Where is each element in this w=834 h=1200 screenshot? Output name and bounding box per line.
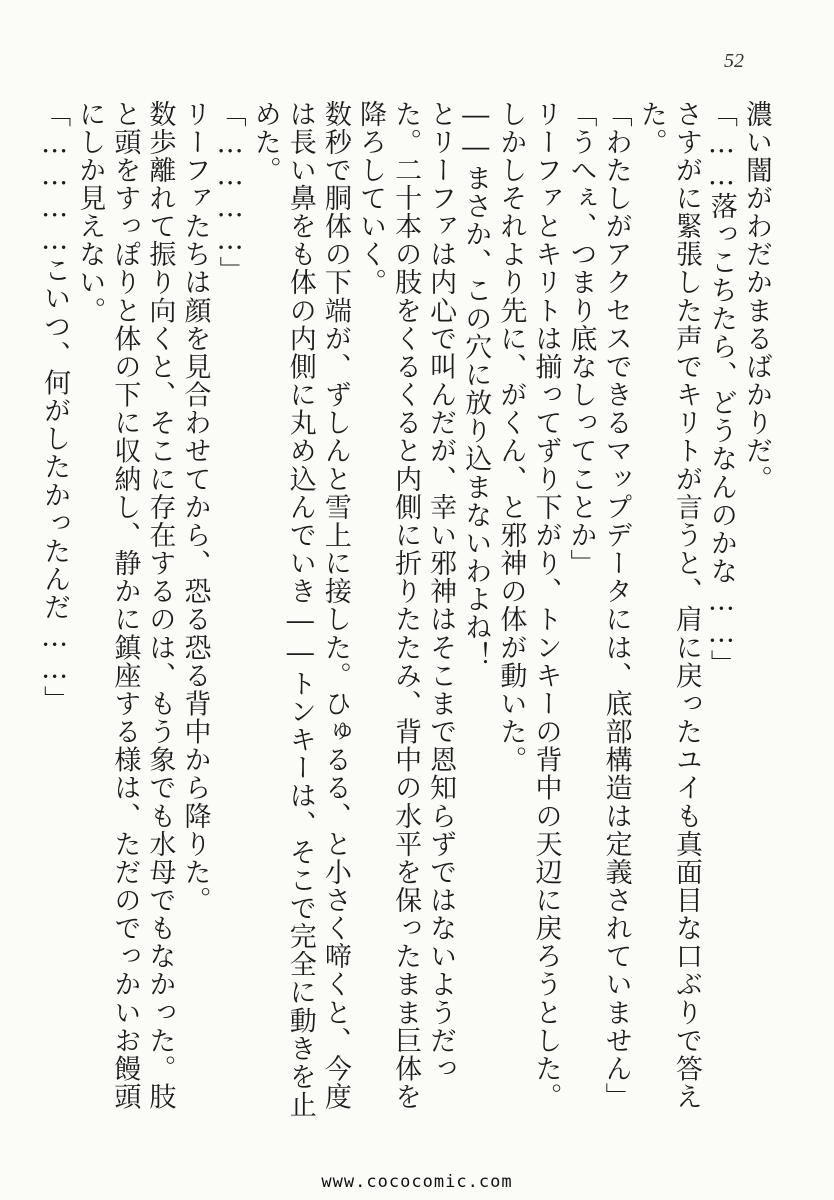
paragraph: 「…………こいつ、何がしたかったんだ……」 [39,100,71,714]
page-number: 52 [724,50,744,72]
paragraph: 「…………」 [214,100,246,285]
paragraph: 「うへぇ、つまり底なしってことか」 [565,100,597,578]
paragraph: とリーファは内心で叫んだが、幸い邪神はそこまで恩知らずではないようだった。二十本の肢をくるくると内側に折りたたみ、背中の水平を保ったまま巨体を降ろしていく。 [354,100,457,1111]
paragraph: さすがに緊張した声でキリトが言うと、肩に戻ったユイも真面目な口ぶりで答えた。 [635,100,702,1111]
paragraph: 数秒で胴体の下端が、ずしんと雪上に接した。ひゅるる、と小さく啼くと、今度は長い鼻をも体の内側に丸め込んでいき――トンキーは、そこで完全に動きを止めた。 [249,100,351,1119]
paragraph: 「……落っこちたら、どうなんのかな……」 [705,100,737,678]
paragraph: リーファとキリトは揃ってずり下がり、トンキーの背中の天辺に戻ろうとした。しかしそれより先に、がくん、と邪神の体が動いた。 [495,100,562,1111]
paragraph: 「わたしがアクセスできるマップデータには、底部構造は定義されていません」 [600,100,632,1111]
paragraph: 数歩離れて振り向くと、そこに存在するのは、もう象でも水母でもなかった。肢と頭をすっぽりと体の下に収納し、静かに鎮座する様は、ただのでっかいお饅頭にしか見えない。 [74,100,176,1111]
paragraph: 濃い闇がわだかまるばかりだ。 [741,100,772,494]
paragraph: ――まさか、この穴に放り込まないわよね！ [460,100,492,670]
vertical-text-body [39,100,774,1120]
watermark-url: www.cococomic.com [321,1172,513,1192]
paragraph: リーファたちは顔を見合わせてから、恐る恐る背中から降りた。 [179,100,211,915]
